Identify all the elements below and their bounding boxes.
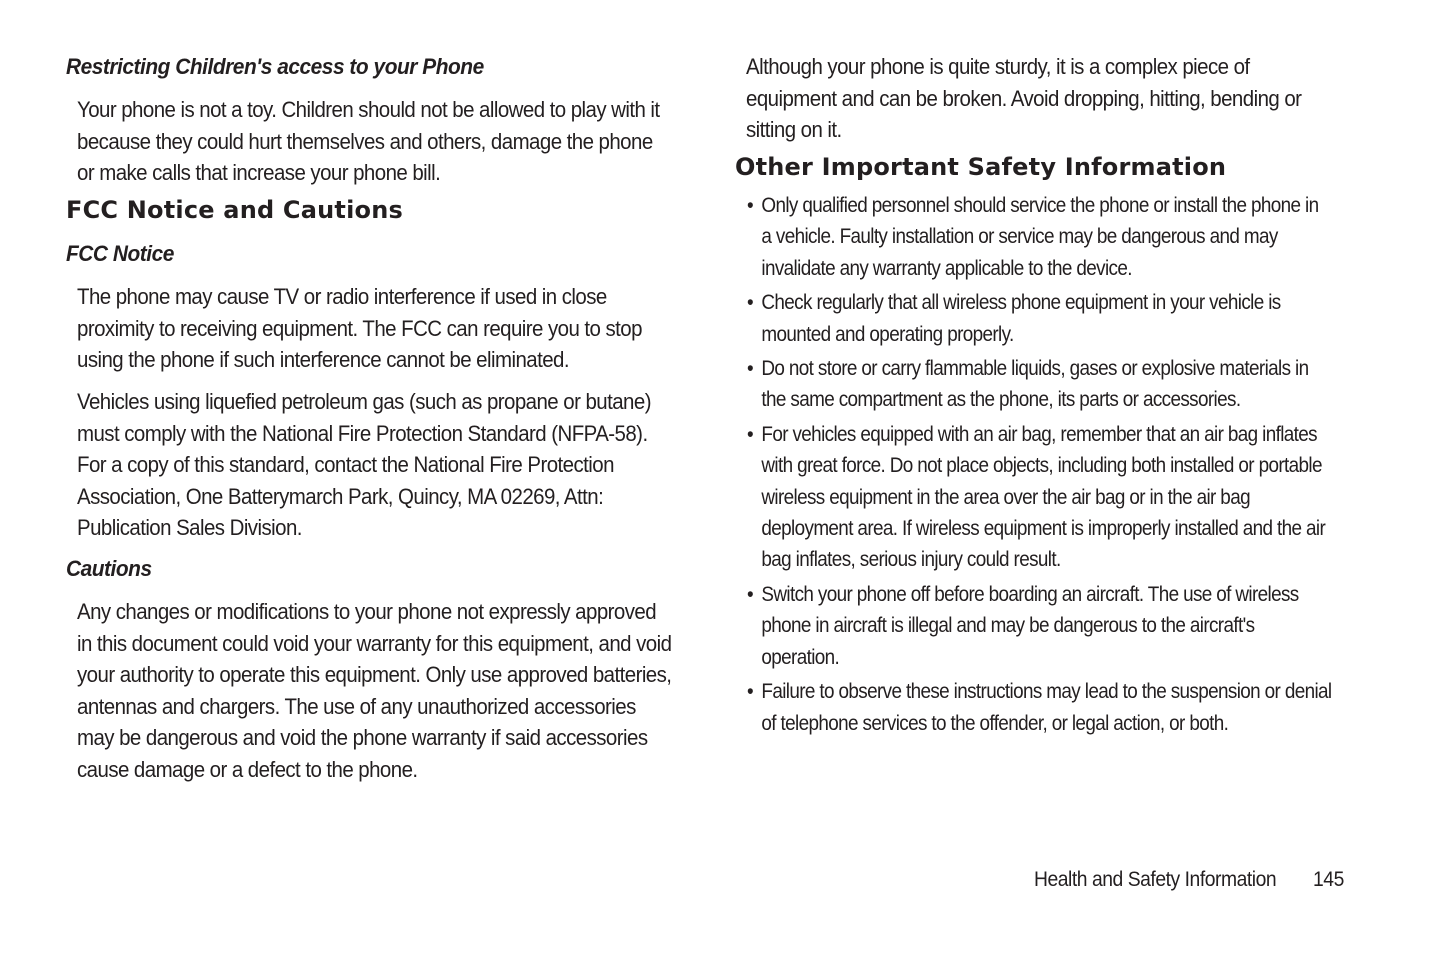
list-item-text: For vehicles equipped with an air bag, remember that an air bag inflates with great force. Do not place objects, including both installed or portable wireless equipment in the area over the air bag or in the air bag deployment area. If wireless equipment is improperly installed and the air bag inflates, serious injury could result. (761, 422, 1326, 572)
bullet-icon: • (747, 422, 753, 446)
bullet-icon: • (747, 194, 753, 217)
list-item-text: Only qualified personnel should service the phone or install the phone in a vehicle. Faulty installation or service may be dangerous and may invalidate any warranty applicable to the device. (761, 194, 1319, 280)
restricting-children-paragraph (77, 94, 717, 189)
page-number: 145 (1313, 868, 1344, 891)
bullet-icon: • (747, 680, 753, 704)
fcc-notice-text-2: Vehicles using liquefied petroleum gas (such as propane or butane) must comply with the National Fire Protection Standard (NFPA-58). For a copy of this standard, contact the National Fire Protection Association, One Batterymarch Park, Quincy, MA 02269, Attn: Publication Sales Division. (77, 389, 651, 540)
safety-bullet-list (747, 190, 1397, 742)
cautions-text: Any changes or modifications to your phone not expressly approved in this document could void your warranty for this equipment, and void your authority to operate this equipment. Only use approved batteries, antennas and chargers. The use of any unauthorized accessories may be dangerous and void the phone warranty if said accessories cause damage or a defect to the phone. (77, 599, 672, 782)
fcc-notice-paragraph-2 (77, 386, 717, 544)
cautions-heading: Cautions (66, 556, 152, 581)
list-item (747, 353, 1332, 416)
fcc-notice-heading: FCC Notice (66, 241, 174, 266)
phone-sturdy-paragraph (746, 51, 1386, 146)
list-item (747, 419, 1332, 576)
list-item-text: Do not store or carry flammable liquids, gases or explosive materials in the same compartment as the phone, its parts or accessories. (761, 357, 1309, 412)
other-safety-heading: Other Important Safety Information (735, 153, 1227, 181)
bullet-icon: • (747, 291, 753, 315)
list-item (747, 190, 1332, 284)
footer-section-title: Health and Safety Information (1034, 868, 1277, 891)
phone-sturdy-text: Although your phone is quite sturdy, it is a complex piece of equipment and can be broken. Avoid dropping, hitting, bending or sitting on it. (746, 54, 1302, 142)
bullet-icon: • (747, 582, 753, 606)
list-item (747, 579, 1332, 673)
bullet-icon: • (747, 357, 753, 381)
fcc-notice-paragraph-1 (77, 281, 717, 376)
page-footer (1034, 868, 1344, 892)
list-item-text: Check regularly that all wireless phone equipment in your vehicle is mounted and operating properly. (761, 291, 1281, 346)
list-item (747, 676, 1332, 739)
restricting-children-text: Your phone is not a toy. Children should not be allowed to play with it because they could hurt themselves and others, damage the phone or make calls that increase your phone bill. (77, 97, 660, 185)
list-item-text: Switch your phone off before boarding an aircraft. The use of wireless phone in aircraft is illegal and may be dangerous to the aircraft's operation. (761, 582, 1299, 669)
restricting-children-heading: Restricting Children's access to your Phone (66, 54, 484, 79)
cautions-paragraph (77, 596, 717, 785)
list-item-text: Failure to observe these instructions may lead to the suspension or denial of telephone services to the offender, or legal action, or both. (761, 680, 1332, 735)
fcc-section-heading: FCC Notice and Cautions (66, 196, 403, 224)
fcc-notice-text-1: The phone may cause TV or radio interference if used in close proximity to receiving equipment. The FCC can require you to stop using the phone if such interference cannot be eliminated. (77, 284, 642, 372)
list-item (747, 287, 1332, 350)
